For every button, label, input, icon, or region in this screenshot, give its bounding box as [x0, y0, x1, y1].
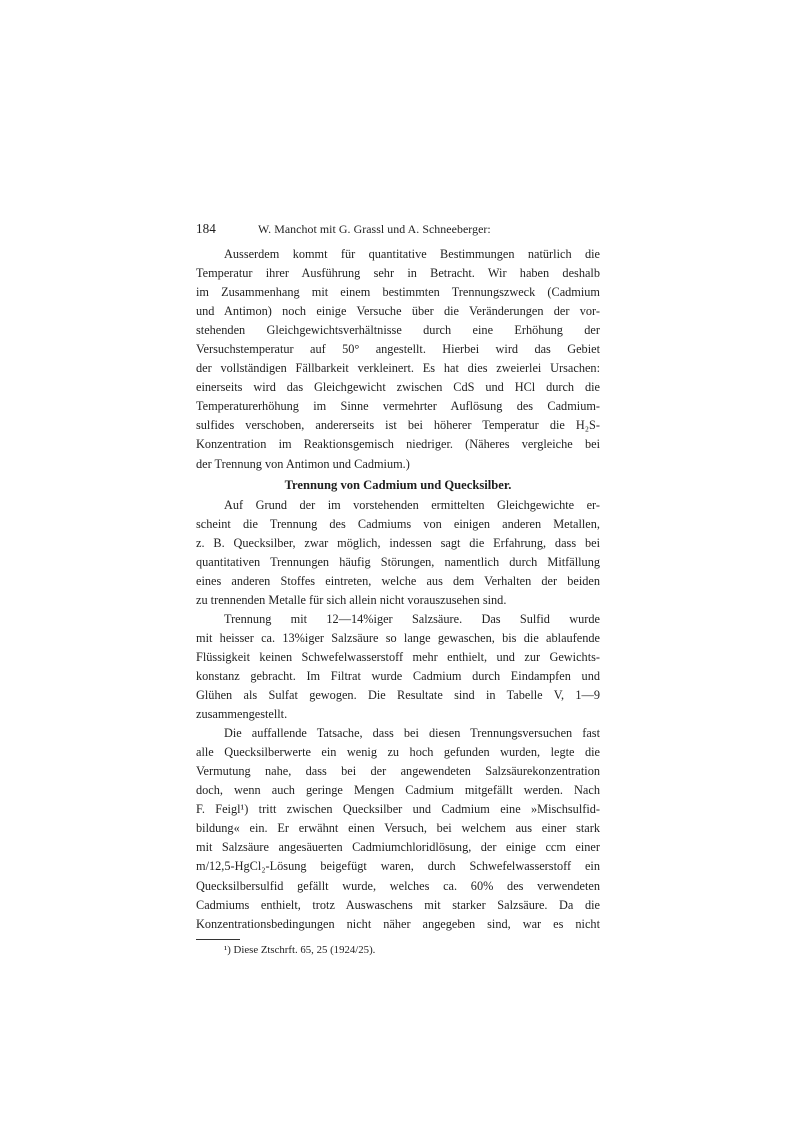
text-line: alle Quecksilberwerte ein wenig zu hoch gefunden wurden, legte die [196, 745, 600, 760]
text-line: Konzentration im Reaktionsgemisch niedriger. (Näheres vergleiche bei [196, 437, 600, 452]
text-line: quantitativen Trennungen häufig Störungen, namentlich durch Mitfällung [196, 554, 600, 569]
footnote: ¹) Diese Ztschrft. 65, 25 (1924/25). [224, 943, 376, 956]
text-line: stehenden Gleichgewichtsverhältnisse durch eine Erhöhung der [196, 323, 600, 338]
text-line: Versuchstemperatur auf 50° angestellt. Hierbei wird das Gebiet [196, 342, 600, 357]
paragraph-temperature [196, 245, 600, 474]
text-line: Glühen als Sulfat gewogen. Die Resultate sind in Tabelle V, 1—9 [196, 688, 600, 703]
text-line: bildung« ein. Er erwähnt einen Versuch, bei welchem aus einer stark [196, 821, 600, 836]
running-head: W. Manchot mit G. Grassl und A. Schneeberger: [258, 222, 491, 236]
page-number: 184 [196, 221, 216, 236]
text-line: zusammengestellt. [196, 707, 288, 722]
text-line: Cadmiums enthielt, trotz Auswaschens mit starker Salzsäure. Da die [196, 897, 600, 912]
text-line: konstanz gebracht. Im Filtrat wurde Cadmium durch Eindampfen und [196, 668, 600, 683]
text-line: Vermutung nahe, dass bei der angewendeten Salzsäurekonzentration [196, 764, 600, 779]
text-line: im Zusammenhang mit einem bestimmten Trennungszweck (Cadmium [196, 285, 600, 300]
text-line: Flüssigkeit keinen Schwefelwasserstoff mehr enthielt, und zur Gewichts- [196, 649, 600, 664]
text-line: der Trennung von Antimon und Cadmium.) [196, 456, 410, 471]
text-line: z. B. Quecksilber, zwar möglich, indessen sagt die Erfahrung, dass bei [196, 535, 600, 550]
text-line: der vollständigen Fällbarkeit verkleinert. Es hat dies zweierlei Ursachen: [196, 361, 600, 376]
paragraph-hydrochloric-acid [196, 610, 600, 724]
text-line: Auf Grund der im vorstehenden ermittelten Gleichgewichte er- [224, 497, 600, 512]
document-page [196, 221, 600, 958]
text-line: Ausserdem kommt für quantitative Bestimmungen natürlich die [224, 247, 600, 261]
text-line: scheint die Trennung des Cadmiums von einigen anderen Metallen, [196, 516, 600, 531]
page-header [196, 221, 600, 245]
text-line: Quecksilbersulfid gefällt wurde, welches ca. 60% des verwendeten [196, 878, 600, 893]
text-line: einerseits wird das Gleichgewicht zwischen CdS und HCl durch die [196, 380, 600, 395]
text-line: mit Salzsäure angesäuerten Cadmiumchloridlösung, der einige ccm einer [196, 840, 600, 855]
text-line: F. Feigl¹) tritt zwischen Quecksilber und Cadmium eine »Mischsulfid- [196, 802, 600, 817]
section-heading: Trennung von Cadmium und Quecksilber. [284, 477, 512, 492]
text-line: Temperaturerhöhung im Sinne vermehrter Auflösung des Cadmium- [196, 399, 600, 414]
text-line: zu trennenden Metalle für sich allein nicht vorauszusehen sind. [196, 592, 507, 607]
paragraph-mercury-values [196, 724, 600, 934]
text-line: und Antimon) noch einige Versuche über die Veränderungen der vor- [196, 304, 600, 319]
text-line: Die auffallende Tatsache, dass bei diesen Trennungsversuchen fast [224, 726, 600, 741]
text-line: sulfides verschoben, andererseits ist bei höherer Temperatur die H₂S- [196, 418, 600, 433]
text-line: doch, wenn auch geringe Mengen Cadmium mitgefällt werden. Nach [196, 783, 600, 798]
text-line: eines anderen Stoffes eintreten, welche aus dem Verhalten der beiden [196, 573, 600, 588]
text-line: mit heisser ca. 13%iger Salzsäure so lange gewaschen, bis die ablaufende [196, 630, 600, 645]
text-line: Temperatur ihrer Ausführung sehr in Betracht. Wir haben deshalb [196, 266, 600, 281]
footnote-divider [196, 939, 240, 940]
text-line: Trennung mit 12—14%iger Salzsäure. Das Sulfid wurde [224, 611, 600, 626]
paragraph-separation [196, 496, 600, 610]
text-line: Konzentrationsbedingungen nicht näher angegeben sind, war es nicht [196, 916, 600, 931]
text-line: m/12,5-HgCl₂-Lösung beigefügt waren, durch Schwefelwasserstoff ein [196, 859, 600, 874]
